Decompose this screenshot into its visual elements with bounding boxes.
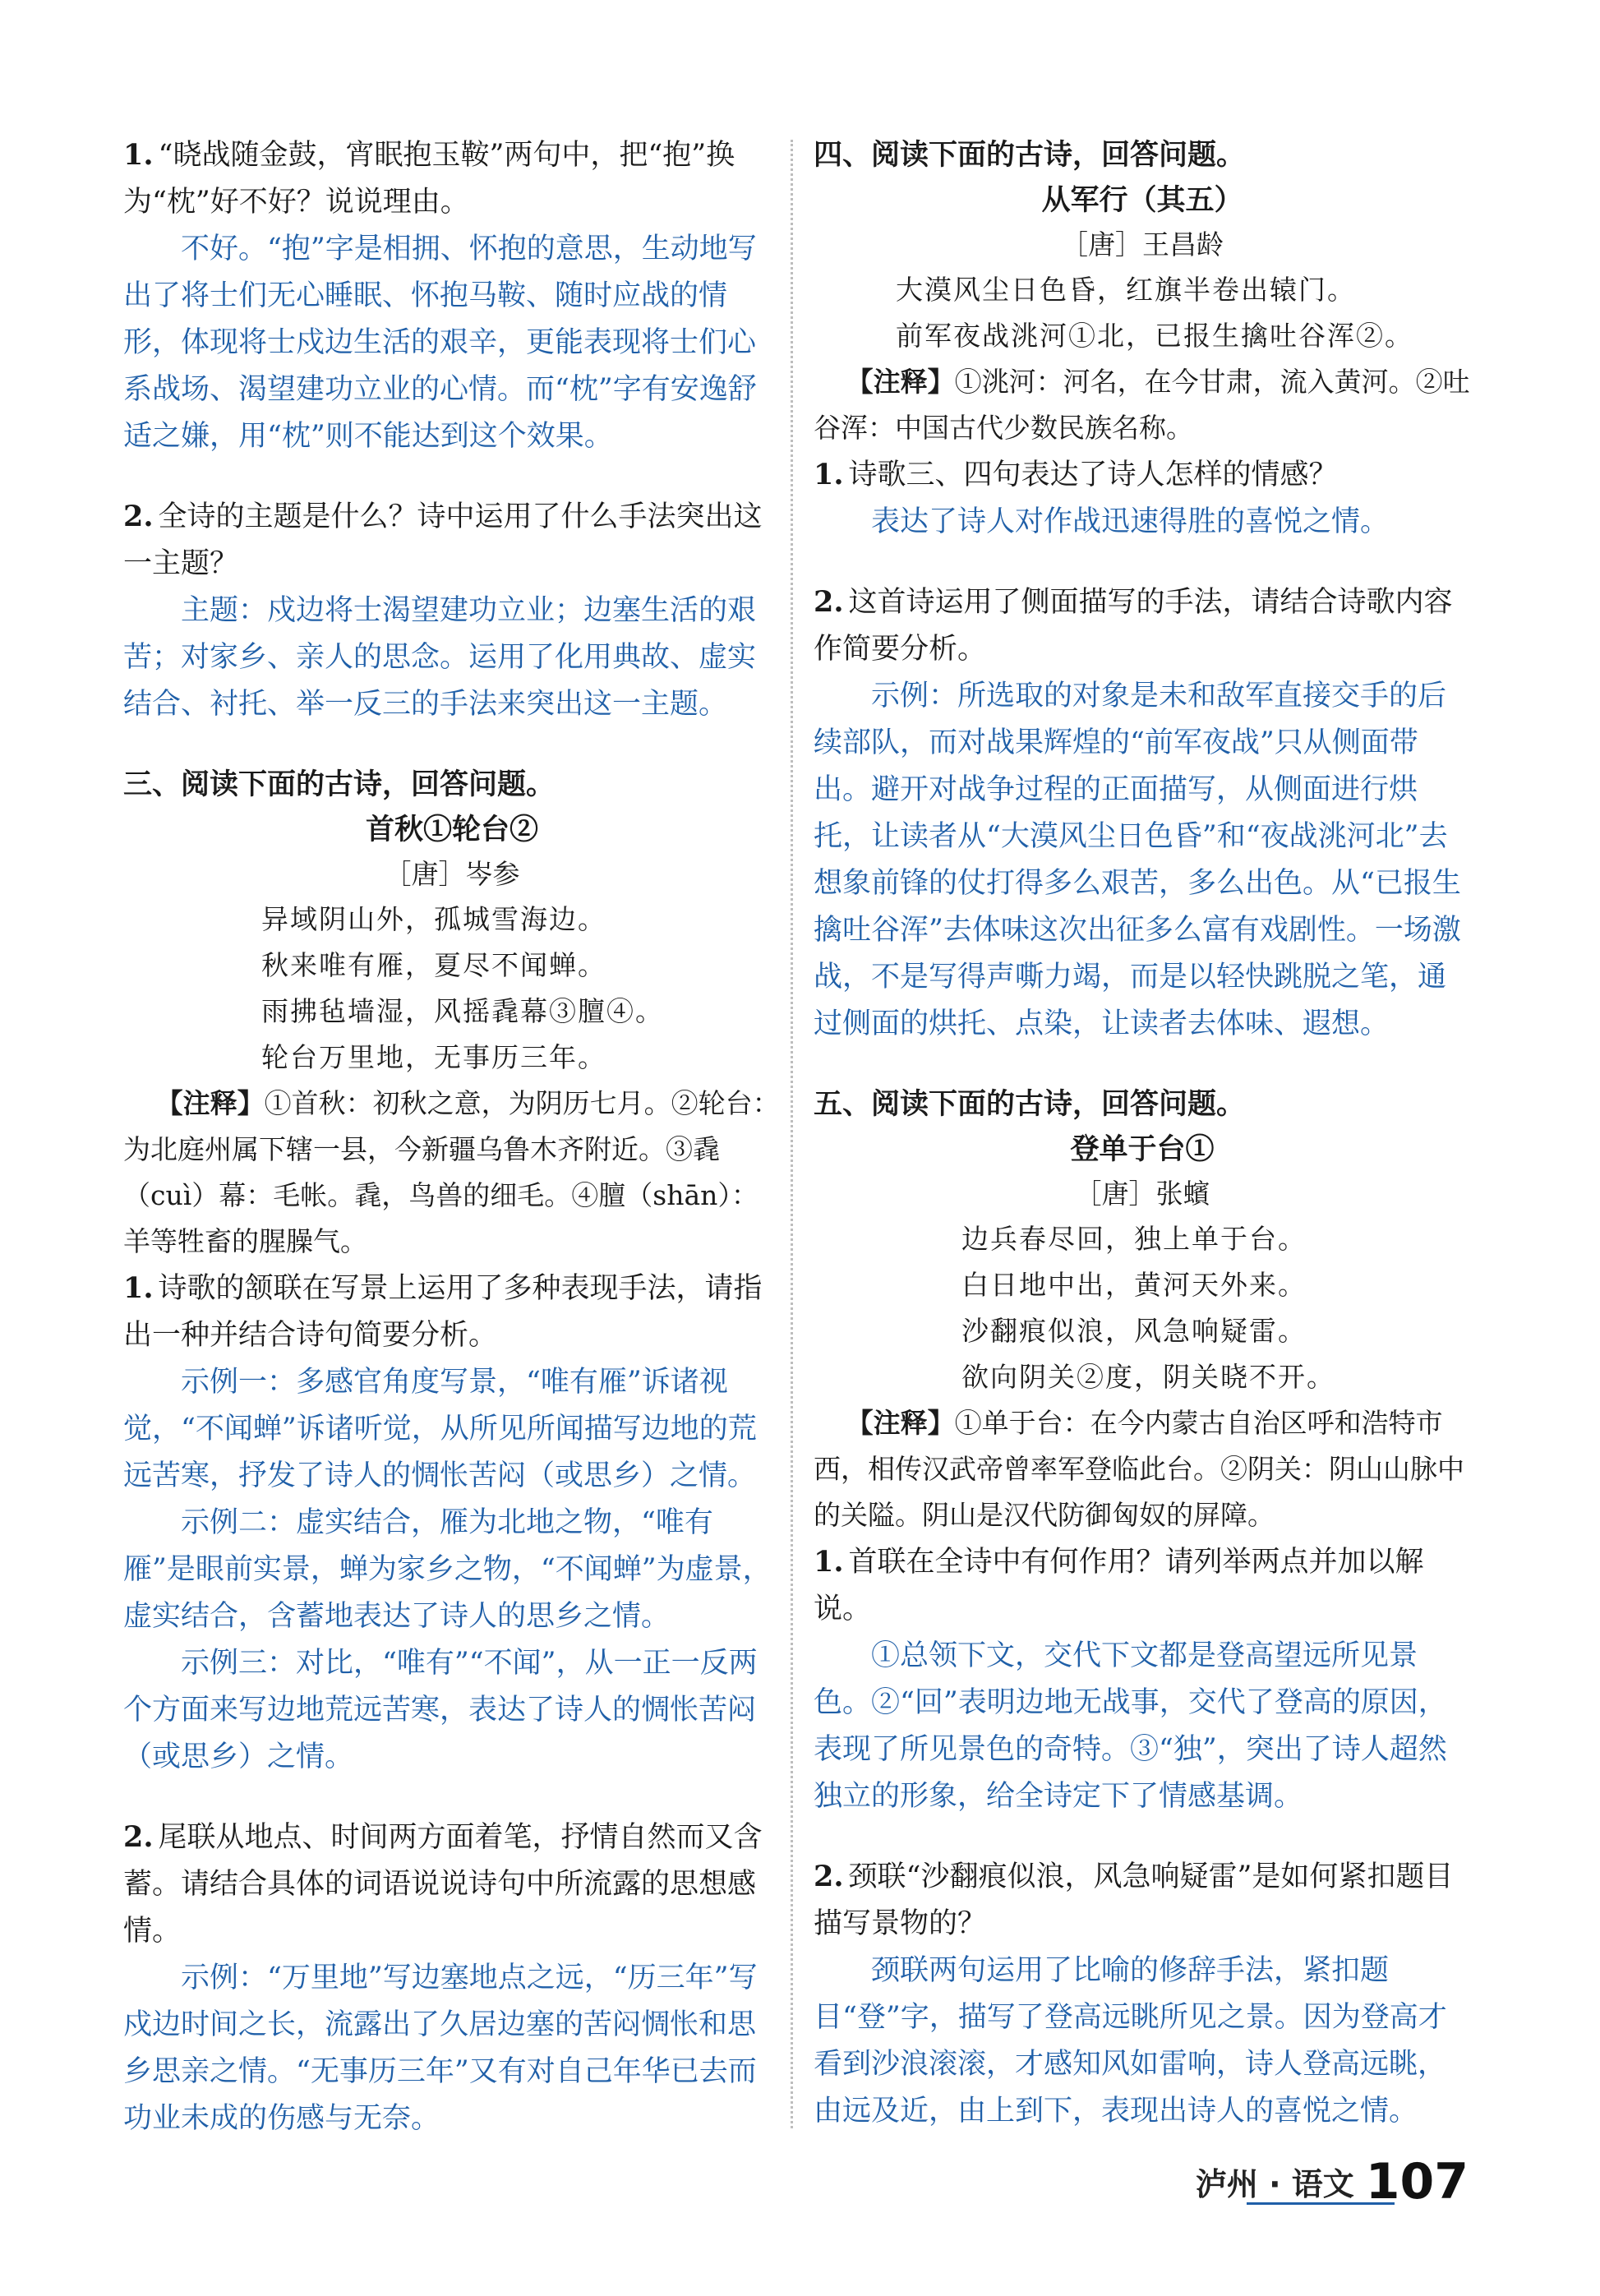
footer-label: 泸州 · 语文	[1195, 2166, 1354, 2202]
section-4-question-2: 2. 这首诗运用了侧面描写的手法，请结合诗歌内容作简要分析。	[814, 585, 1453, 666]
section-4-answer-2: 示例：所选取的对象是未和敌军直接交手的后续部队，而对战果辉煌的“前军夜战”只从侧面带出。避开对战争过程的正面描写，从侧面进行烘托，让读者从“大漠风尘日色昏”和“夜战洮河北”去想象前锋的仗打得多么艰苦，多么出色。从“已报生擒吐谷浑”去体味这次出征多么富有戏剧性。一场激战，不是写得声嘶力竭，而是以轻快跳脱之笔，通过侧面的烘托、点染，让读者去体味、遐想。	[814, 680, 1461, 1040]
question-2: 2. 全诗的主题是什么？诗中运用了什么手法突出这一主题？	[123, 500, 763, 580]
section-5-answer-2: 颈联两句运用了比喻的修辞手法，紧扣题目“登”字，描写了登高远眺所见之景。因为登高才看到沙浪滚滚，才感知风如雷响，诗人登高远眺，由远及近，由上到下，表现出诗人的喜悦之情。	[814, 1954, 1447, 2128]
answer-example-2: 示例二：虚实结合，雁为北地之物，“唯有雁”是眼前实景，蝉为家乡之物，“不闻蝉”为虚景，虚实结合，含蓄地表达了诗人的思乡之情。	[123, 1506, 772, 1633]
answer-example-3: 示例三：对比，“唯有”“不闻”，从一正一反两个方面来写边地荒远苦寒，表达了诗人的惆怅苦闷（或思乡）之情。	[123, 1647, 758, 1773]
poem-line: 白日地中出，黄河天外来。	[961, 1269, 1307, 1301]
page-number: 107	[1365, 2153, 1469, 2211]
section-3-question-1: 1. 诗歌的颔联在写景上运用了多种表现手法，请指出一种并结合诗句简要分析。	[123, 1271, 763, 1352]
poem-body	[814, 1216, 1471, 1400]
section-5-question-2: 2. 颈联“沙翻痕似浪，风急响疑雷”是如何紧扣题目描写景物的？	[814, 1860, 1454, 1940]
section-3-question-2: 2. 尾联从地点、时间两方面着笔，抒情自然而又含蓄。请结合具体的词语说说诗句中所流露的思想感情。	[123, 1820, 763, 1948]
poem-notes: 【注释】①单于台：在今内蒙古自治区呼和浩特市西，相传汉武帝曾率军登临此台。②阴关：阴山山脉中的关隘。阴山是汉代防御匈奴的屏障。	[814, 1407, 1464, 1531]
poem-line: 秋来唯有雁，夏尽不闻蝉。	[261, 949, 606, 981]
section-4-question-1: 1. 诗歌三、四句表达了诗人怎样的情感？	[814, 458, 1338, 491]
poem-notes: 【注释】①洮河：河名，在今甘肃，流入黄河。②吐谷浑：中国古代少数民族名称。	[814, 366, 1470, 444]
poem-line: 轮台万里地，无事历三年。	[261, 1041, 606, 1073]
answer-example-1: 示例一：多感官角度写景，“唯有雁”诉诸视觉，“不闻蝉”诉诸听觉，从所见所闻描写边地的荒远苦寒，抒发了诗人的惆怅苦闷（或思乡）之情。	[123, 1366, 757, 1492]
poem-body	[814, 267, 1471, 359]
right-column	[814, 131, 1471, 2135]
section-5-heading: 五、阅读下面的古诗，回答问题。	[814, 1087, 1246, 1121]
section-3-answer-2: 示例：“万里地”写边塞地点之远，“历三年”写戍边时间之长，流露出了久居边塞的苦闷惆怅和思乡思亲之情。“无事历三年”又有对自己年华已去而功业未成的伤感与无奈。	[123, 1962, 758, 2135]
poem-title: 从军行（其五）	[1041, 183, 1243, 217]
answer-1: 不好。“抱”字是相拥、怀抱的意思，生动地写出了将士们无心睡眠、怀抱马鞍、随时应战的情形，体现将士戍边生活的艰辛，更能表现将士们心系战场、渴望建功立业的心情。而“枕”字有安逸舒适之嫌，用“枕”则不能达到这个效果。	[123, 233, 757, 453]
left-column	[123, 131, 781, 2142]
poem-line: 沙翻痕似浪，风急响疑雷。	[961, 1315, 1307, 1347]
poem-line: 边兵春尽回，独上单于台。	[961, 1223, 1307, 1255]
poem-line: 欲向阴关②度，阴关晓不开。	[961, 1361, 1335, 1393]
poem-line: 前军夜战洮河①北，已报生擒吐谷浑②。	[896, 320, 1413, 352]
poem-line: 大漠风尘日色昏，红旗半卷出辕门。	[896, 274, 1356, 306]
poem-line: 异域阴山外，孤城雪海边。	[261, 903, 606, 935]
section-5-question-1: 1. 首联在全诗中有何作用？请列举两点并加以解说。	[814, 1545, 1424, 1625]
poem-author: ［唐］张蠙	[1074, 1178, 1210, 1210]
section-4-heading: 四、阅读下面的古诗，回答问题。	[814, 138, 1246, 172]
poem-body	[123, 897, 781, 1081]
poem-author: ［唐］王昌龄	[1061, 228, 1224, 260]
section-4-answer-1: 表达了诗人对作战迅速得胜的喜悦之情。	[871, 505, 1390, 538]
poem-title: 首秋①轮台②	[365, 813, 538, 846]
section-3-heading: 三、阅读下面的古诗，回答问题。	[123, 768, 556, 801]
poem-author: ［唐］岑参	[384, 858, 520, 890]
answer-2: 主题：戍边将士渴望建功立业；边塞生活的艰苦；对家乡、亲人的思念。运用了化用典故、虚实结合、衬托、举一反三的手法来突出这一主题。	[123, 594, 757, 721]
poem-title: 登单于台①	[1070, 1132, 1215, 1166]
page-footer	[1196, 2153, 1469, 2211]
question-1: 1. “晓战随金鼓，宵眠抱玉鞍”两句中，把“抱”换为“枕”好不好？说说理由。	[123, 138, 735, 219]
poem-notes: 【注释】①首秋：初秋之意，为阴历七月。②轮台：为北庭州属下辖一县，今新疆乌鲁木齐附近。③毳（cuì）幕：毛帐。毳，鸟兽的细毛。④膻（shān）：羊等牲畜的腥臊气。	[123, 1087, 780, 1257]
poem-line: 雨拂毡墙湿，风摇毳幕③膻④。	[261, 995, 664, 1027]
section-5-answer-1: ①总领下文，交代下文都是登高望远所见景色。②“回”表明边地无战事，交代了登高的原因，表现了所见景色的奇特。③“独”，突出了诗人超然独立的形象，给全诗定下了情感基调。	[814, 1639, 1447, 1813]
column-divider	[791, 140, 793, 2128]
